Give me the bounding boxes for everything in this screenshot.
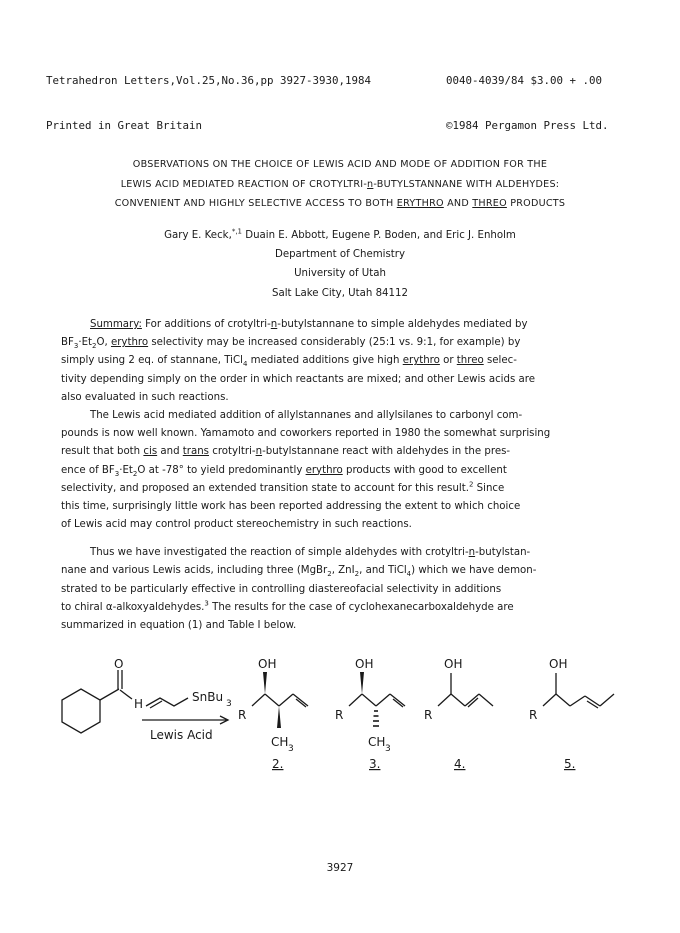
product-2-structure	[238, 657, 308, 771]
article-price: 0040-4039/84 $3.00 + .00	[446, 74, 603, 87]
compound-label-5: 5.	[564, 757, 576, 771]
paragraph-line: pounds is now well known. Yamamoto and coworkers reported in 1980 the somewhat surprising	[61, 428, 551, 440]
paragraph-line	[61, 599, 619, 617]
title-erythro: ERYTHRO	[396, 198, 444, 209]
hydroxyl-label: OH	[549, 657, 568, 671]
double-bond	[587, 701, 598, 708]
summary-line: tivity depending simply on the order in which reactants are mixed; and other Lewis acids are	[61, 373, 536, 385]
vinyl-bond	[293, 694, 308, 706]
bond	[120, 690, 132, 699]
subscript: 2	[354, 570, 360, 579]
author-footnote-mark: *,1	[231, 227, 242, 236]
wedge-bond	[360, 672, 364, 694]
tributyltin-subscript: 3	[226, 699, 232, 709]
product-4-structure	[424, 657, 493, 771]
title-text: CONVENIENT AND HIGHLY SELECTIVE ACCESS TO BOTH	[114, 198, 397, 209]
n-prefix: n	[468, 547, 476, 559]
subscript: 4	[406, 570, 412, 579]
r-group-label: R	[335, 708, 344, 722]
oxygen-label: O	[114, 657, 124, 671]
vinyl-bond	[390, 694, 405, 706]
title-line-3	[60, 194, 620, 214]
summary-line	[61, 352, 619, 370]
bond	[438, 694, 451, 706]
cis-term: cis	[143, 446, 158, 458]
bond	[479, 694, 493, 706]
text: For additions of crotyltri-	[141, 319, 271, 330]
text: nane and various Lewis acids, including three (MgBr	[61, 565, 328, 577]
paragraph-line	[61, 443, 619, 461]
article-title	[60, 155, 620, 214]
product-3-structure	[335, 657, 405, 771]
threo-term: threo	[456, 355, 484, 367]
title-line-2	[60, 175, 620, 195]
hydroxyl-label: OH	[355, 657, 374, 671]
text: ence of BF	[61, 464, 115, 476]
wedge-bond	[263, 672, 267, 694]
city: Salt Lake City, Utah 84112	[272, 287, 408, 299]
n-prefix: n	[270, 319, 278, 330]
text: -butylstannane react with aldehydes in the pres-	[262, 446, 511, 458]
paragraph-line: strated to be particularly effective in controlling diastereofacial selectivity in additions	[61, 583, 502, 595]
bond	[362, 694, 376, 706]
title-text: -BUTYLSTANNANE WITH ALDEHYDES:	[373, 178, 560, 190]
text: simply using 2 eq. of stannane, TiCl	[61, 355, 243, 367]
reference-mark: 3	[204, 599, 209, 608]
methyl-subscript: 3	[385, 744, 391, 754]
subscript: 3	[73, 342, 79, 351]
author-block	[60, 226, 620, 303]
paragraph-line: this time, surprisingly little work has been reported addressing the extent to which choice	[61, 500, 521, 512]
crotyl-chain	[146, 698, 188, 706]
title-text: PRODUCTS	[506, 198, 566, 209]
title-n-prefix: n	[367, 178, 374, 190]
lewis-acid-label: Lewis Acid	[150, 728, 213, 742]
text: mediated additions give high	[247, 355, 403, 367]
trans-term: trans	[182, 446, 209, 458]
subscript: 2	[92, 342, 97, 351]
r-group-label: R	[238, 708, 247, 722]
methyl-subscript: 3	[288, 744, 294, 754]
page-number: 3927	[326, 862, 354, 874]
erythro-term: erythro	[402, 355, 440, 367]
compound-label-3: 3.	[369, 757, 381, 771]
author-text: Duain E. Abbott, Eugene P. Boden, and Eric J. Enholm	[242, 230, 516, 241]
subscript: 2	[327, 570, 332, 579]
title-text: LEWIS ACID MEDIATED REACTION OF CROTYLTRI-	[120, 178, 368, 190]
text: ) which we have demon-	[411, 565, 537, 577]
subscript: 4	[242, 360, 248, 369]
title-line-1: OBSERVATIONS ON THE CHOICE OF LEWIS ACID AND MODE OF ADDITION FOR THE	[132, 159, 548, 170]
tributyltin-label: SnBu	[192, 690, 224, 704]
paragraph-line	[61, 480, 619, 498]
text: products with good to excellent	[342, 464, 507, 476]
paragraph-line: of Lewis acid may control product stereochemistry in such reactions.	[61, 519, 412, 531]
text: result that both	[61, 446, 144, 458]
r-group-label: R	[529, 708, 538, 722]
hydroxyl-label: OH	[258, 657, 277, 671]
university: University of Utah	[294, 268, 386, 280]
cyclohexane-ring	[62, 689, 100, 733]
text: crotyltri-	[209, 446, 256, 458]
text: selectivity, and proposed an extended transition state to account for this result.	[61, 482, 469, 494]
paragraph-line: summarized in equation (1) and Table I below.	[61, 620, 297, 631]
bond	[376, 694, 390, 706]
paragraph-line	[61, 562, 619, 580]
methyl-label: CH	[368, 735, 386, 749]
product-5-structure	[529, 657, 614, 771]
hashed-bond	[373, 711, 379, 726]
text: , and TiCl	[359, 565, 407, 577]
bond	[252, 694, 265, 706]
author-text: Gary E. Keck,	[164, 230, 232, 241]
text: , ZnI	[331, 565, 355, 577]
paragraph-line	[61, 544, 619, 562]
wedge-bond	[277, 706, 281, 728]
compound-label-4: 4.	[454, 757, 466, 771]
text: selectivity may be increased considerably (25:1 vs. 9:1, for example) by	[148, 337, 521, 349]
bond	[279, 694, 293, 706]
n-prefix: n	[255, 446, 263, 458]
summary-line	[61, 316, 619, 334]
paragraph-gap	[61, 534, 619, 544]
author-names	[60, 226, 620, 245]
paragraph-line: The Lewis acid mediated addition of allylstannanes and allylsilanes to carbonyl com-	[90, 409, 523, 421]
hydrogen-label: H	[134, 697, 144, 711]
journal-header-left	[46, 43, 371, 148]
erythro-term: erythro	[305, 464, 343, 476]
text: selec-	[483, 355, 517, 367]
text: Thus we have investigated the reaction of simple aldehydes with crotyltri-	[90, 547, 469, 559]
text: BF	[61, 337, 74, 349]
bond	[570, 696, 585, 706]
text: to chiral α-alkoxyaldehydes.	[61, 601, 205, 613]
compound-label-2: 2.	[272, 757, 284, 771]
bond	[100, 689, 119, 700]
article-body	[61, 316, 619, 635]
hydroxyl-label: OH	[444, 657, 463, 671]
reaction-arrow	[142, 716, 228, 742]
journal-citation: Tetrahedron Letters,Vol.25,No.36,pp 3927-3930,1984	[46, 74, 372, 87]
summary-label: Summary:	[90, 319, 142, 330]
title-threo: THREO	[472, 198, 507, 209]
r-group-label: R	[424, 708, 433, 722]
text: or	[439, 355, 457, 367]
journal-header-right	[446, 43, 609, 148]
bond	[543, 694, 556, 706]
text: -butylstannane to simple aldehydes mediated by	[277, 319, 528, 330]
bond	[600, 694, 614, 706]
text: -butylstan-	[475, 547, 531, 559]
bond	[556, 694, 570, 706]
erythro-term: erythro	[110, 337, 149, 349]
paragraph-line	[61, 462, 619, 480]
bond	[349, 694, 362, 706]
bond	[451, 694, 465, 706]
text: and	[157, 446, 183, 458]
text: O,	[96, 337, 111, 349]
copyright: ©1984 Pergamon Press Ltd.	[446, 119, 609, 132]
summary-line: also evaluated in such reactions.	[61, 391, 229, 403]
text: The results for the case of cyclohexanecarboxaldehyde are	[208, 601, 514, 613]
department: Department of Chemistry	[274, 249, 406, 261]
bond	[265, 694, 279, 706]
reference-mark: 2	[468, 480, 474, 489]
text: ·Et	[119, 464, 133, 476]
text: O at -78° to yield predominantly	[137, 464, 306, 476]
summary-line	[61, 334, 619, 352]
printed-location: Printed in Great Britain	[46, 119, 203, 132]
subscript: 3	[114, 469, 120, 478]
text: Since	[473, 482, 505, 494]
title-text: AND	[443, 198, 473, 209]
text: ·Et	[78, 337, 92, 349]
subscript: 2	[132, 469, 138, 478]
cyclohexanecarboxaldehyde-structure	[62, 657, 143, 733]
methyl-label: CH	[271, 735, 289, 749]
crotylstannane-structure	[146, 690, 232, 709]
reaction-scheme	[52, 656, 632, 776]
